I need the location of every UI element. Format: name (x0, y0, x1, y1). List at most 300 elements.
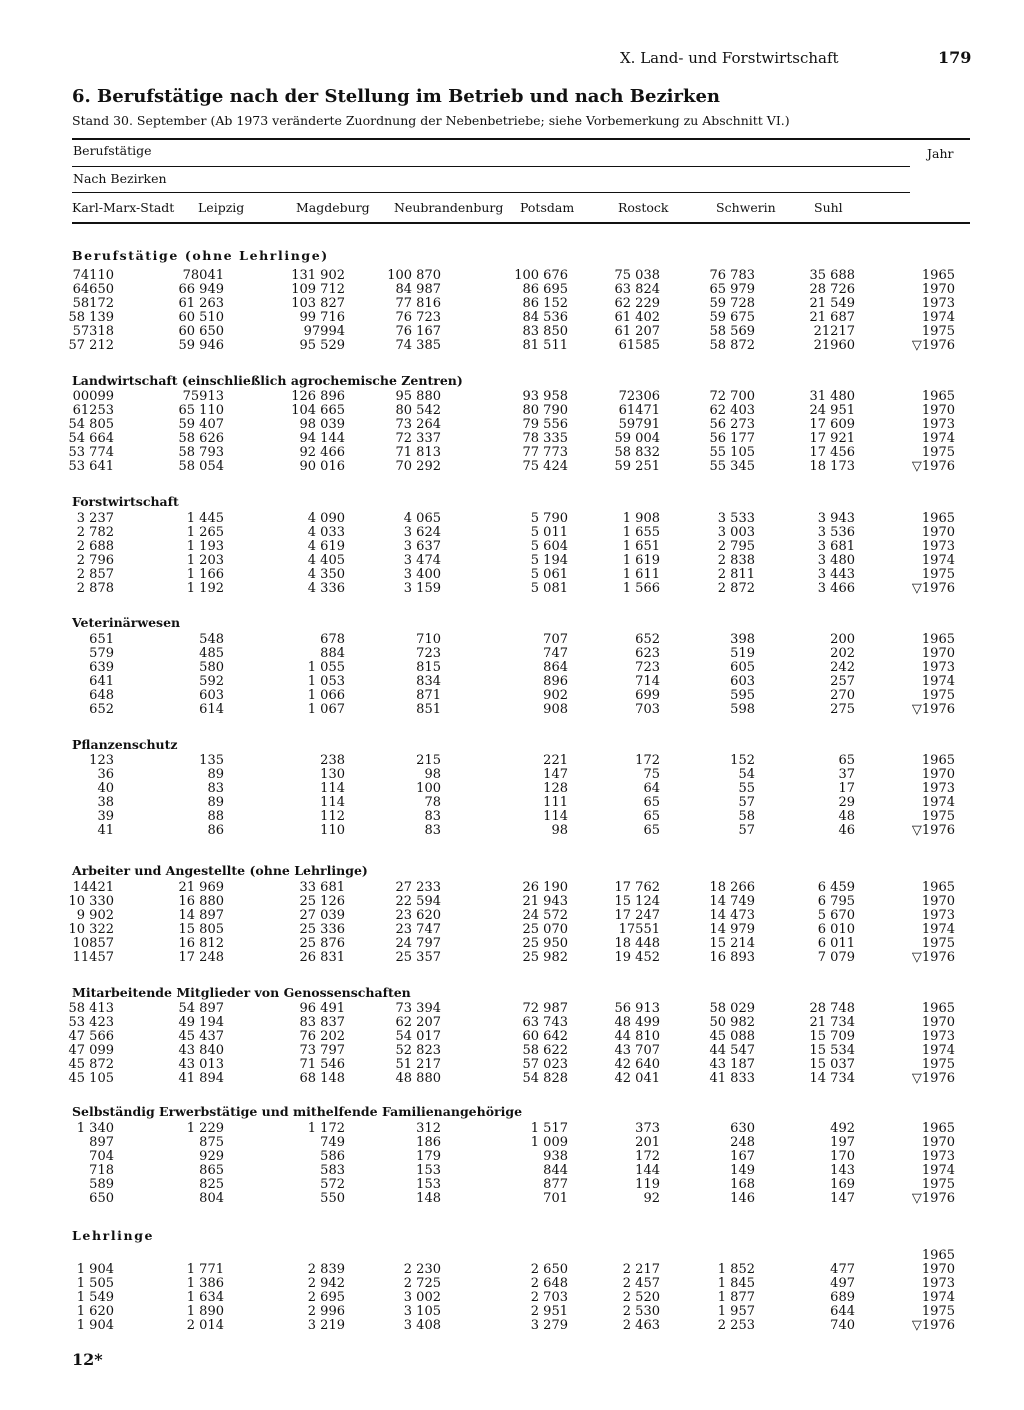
cell-jahr: 1970 (921, 1262, 955, 1277)
cell-schwerin: 14 473 (709, 908, 755, 923)
cell-karl-marx-stadt: 74110 (72, 268, 114, 283)
cell-karl-marx-stadt: 2 857 (76, 567, 114, 582)
cell-magdeburg: 114 (320, 795, 345, 810)
cell-jahr: 1974 (921, 1043, 955, 1058)
table-row (0, 582, 1024, 596)
cell-magdeburg: 586 (320, 1149, 345, 1164)
cell-magdeburg: 73 797 (299, 1043, 345, 1058)
cell-neubrandenburg: 83 (424, 823, 441, 838)
cell-karl-marx-stadt: 58 413 (68, 1001, 114, 1016)
cell-jahr: ▽1976 (911, 459, 955, 474)
section-title: Arbeiter und Angestellte (ohne Lehrlinge) (72, 863, 368, 878)
table-row (0, 675, 1024, 689)
table-row (0, 1192, 1024, 1206)
cell-suhl: 689 (830, 1290, 855, 1305)
cell-magdeburg: 2 942 (307, 1276, 345, 1291)
cell-jahr: 1974 (921, 795, 955, 810)
cell-suhl: 257 (830, 674, 855, 689)
cell-suhl: 200 (830, 632, 855, 647)
cell-neubrandenburg: 871 (416, 688, 441, 703)
cell-neubrandenburg: 179 (416, 1149, 441, 1164)
cell-potsdam: 938 (543, 1149, 568, 1164)
cell-schwerin: 3 003 (717, 525, 755, 540)
cell-magdeburg: 25 126 (299, 894, 345, 909)
cell-magdeburg: 25 876 (299, 936, 345, 951)
cell-jahr: 1975 (921, 1057, 955, 1072)
cell-karl-marx-stadt: 652 (89, 702, 114, 717)
cell-schwerin: 58 569 (709, 324, 755, 339)
cell-neubrandenburg: 27 233 (395, 880, 441, 895)
cell-potsdam: 5 081 (530, 581, 568, 596)
table-row (0, 446, 1024, 460)
cell-rostock: 201 (635, 1135, 660, 1150)
cell-jahr: 1974 (921, 431, 955, 446)
cell-karl-marx-stadt: 40 (97, 781, 114, 796)
cell-karl-marx-stadt: 10 322 (68, 922, 114, 937)
section-title: Landwirtschaft (einschließlich agrochemische Zentren) (72, 373, 463, 388)
cell-neubrandenburg: 25 357 (395, 950, 441, 965)
cell-rostock: 44 810 (614, 1029, 660, 1044)
cell-neubrandenburg: 73 264 (395, 417, 441, 432)
cell-leipzig: 59 407 (178, 417, 224, 432)
cell-potsdam: 81 511 (522, 338, 568, 353)
table-row (0, 460, 1024, 474)
cell-jahr: 1975 (921, 445, 955, 460)
cell-karl-marx-stadt: 1 620 (76, 1304, 114, 1319)
table-row (0, 311, 1024, 325)
cell-leipzig: 58 793 (178, 445, 224, 460)
cell-karl-marx-stadt: 47 099 (68, 1043, 114, 1058)
cell-magdeburg: 1 053 (307, 674, 345, 689)
cell-magdeburg: 4 090 (307, 511, 345, 526)
cell-neubrandenburg: 148 (416, 1191, 441, 1206)
cell-rostock: 623 (635, 646, 660, 661)
cell-schwerin: 59 675 (709, 310, 755, 325)
cell-jahr: 1975 (921, 936, 955, 951)
cell-schwerin: 59 728 (709, 296, 755, 311)
cell-neubrandenburg: 48 880 (395, 1071, 441, 1086)
cell-rostock: 17 762 (614, 880, 660, 895)
header-label-bezirke: Nach Bezirken (73, 171, 167, 186)
cell-magdeburg: 1 067 (307, 702, 345, 717)
cell-potsdam: 78 335 (522, 431, 568, 446)
cell-suhl: 35 688 (809, 268, 855, 283)
table-row (0, 1058, 1024, 1072)
cell-karl-marx-stadt: 9 902 (76, 908, 114, 923)
table-row (0, 810, 1024, 824)
cell-magdeburg: 114 (320, 781, 345, 796)
cell-magdeburg: 749 (320, 1135, 345, 1150)
table-row (0, 1319, 1024, 1333)
cell-rostock: 18 448 (614, 936, 660, 951)
cell-potsdam: 1 009 (530, 1135, 568, 1150)
cell-suhl: 15 709 (809, 1029, 855, 1044)
cell-rostock: 72306 (618, 389, 660, 404)
cell-neubrandenburg: 3 637 (403, 539, 441, 554)
cell-neubrandenburg: 76 167 (395, 324, 441, 339)
cell-karl-marx-stadt: 36 (97, 767, 114, 782)
column-header-magdeburg: Magdeburg (296, 200, 370, 215)
cell-schwerin: 43 187 (709, 1057, 755, 1072)
cell-leipzig: 88 (207, 809, 224, 824)
table-subtitle: Stand 30. September (Ab 1973 veränderte Zuordnung der Nebenbetriebe; siehe Vorbemerkung zu Abschnitt VI.) (72, 113, 790, 128)
cell-neubrandenburg: 215 (416, 753, 441, 768)
cell-jahr: 1965 (921, 1121, 955, 1136)
cell-rostock: 48 499 (614, 1015, 660, 1030)
cell-schwerin: 72 700 (709, 389, 755, 404)
cell-jahr: 1970 (921, 282, 955, 297)
cell-karl-marx-stadt: 1 340 (76, 1121, 114, 1136)
cell-magdeburg: 4 619 (307, 539, 345, 554)
cell-neubrandenburg: 77 816 (395, 296, 441, 311)
cell-neubrandenburg: 78 (424, 795, 441, 810)
table-row (0, 937, 1024, 951)
cell-neubrandenburg: 312 (416, 1121, 441, 1136)
cell-leipzig: 804 (199, 1191, 224, 1206)
cell-karl-marx-stadt: 47 566 (68, 1029, 114, 1044)
cell-magdeburg: 4 350 (307, 567, 345, 582)
cell-jahr: 1973 (921, 660, 955, 675)
cell-karl-marx-stadt: 10857 (72, 936, 114, 951)
cell-schwerin: 598 (730, 702, 755, 717)
cell-suhl: 497 (830, 1276, 855, 1291)
cell-jahr: ▽1976 (911, 1191, 955, 1206)
cell-rostock: 63 824 (614, 282, 660, 297)
table-row (0, 269, 1024, 283)
cell-suhl: 18 173 (809, 459, 855, 474)
cell-schwerin: 2 795 (717, 539, 755, 554)
cell-karl-marx-stadt: 41 (97, 823, 114, 838)
cell-magdeburg: 92 466 (299, 445, 345, 460)
cell-karl-marx-stadt: 897 (89, 1135, 114, 1150)
cell-magdeburg: 90 016 (299, 459, 345, 474)
table-row (0, 390, 1024, 404)
cell-rostock: 42 640 (614, 1057, 660, 1072)
cell-schwerin: 1 852 (717, 1262, 755, 1277)
cell-schwerin: 2 811 (717, 567, 755, 582)
cell-leipzig: 14 897 (178, 908, 224, 923)
cell-leipzig: 17 248 (178, 950, 224, 965)
cell-jahr: 1965 (921, 1248, 955, 1263)
cell-leipzig: 548 (199, 632, 224, 647)
cell-rostock: 703 (635, 702, 660, 717)
cell-magdeburg: 572 (320, 1177, 345, 1192)
table-row (0, 512, 1024, 526)
column-header-potsdam: Potsdam (520, 200, 575, 215)
table-row (0, 824, 1024, 838)
cell-magdeburg: 99 716 (299, 310, 345, 325)
cell-potsdam: 2 951 (530, 1304, 568, 1319)
cell-potsdam: 128 (543, 781, 568, 796)
cell-schwerin: 1 957 (717, 1304, 755, 1319)
cell-schwerin: 603 (730, 674, 755, 689)
table-row (0, 1030, 1024, 1044)
cell-potsdam: 98 (551, 823, 568, 838)
cell-karl-marx-stadt: 641 (89, 674, 114, 689)
cell-potsdam: 701 (543, 1191, 568, 1206)
cell-neubrandenburg: 84 987 (395, 282, 441, 297)
cell-potsdam: 114 (543, 809, 568, 824)
cell-suhl: 28 748 (809, 1001, 855, 1016)
cell-potsdam: 908 (543, 702, 568, 717)
cell-suhl: 7 079 (817, 950, 855, 965)
cell-leipzig: 1 166 (186, 567, 224, 582)
cell-neubrandenburg: 70 292 (395, 459, 441, 474)
cell-magdeburg: 2 839 (307, 1262, 345, 1277)
cell-magdeburg: 112 (320, 809, 345, 824)
cell-karl-marx-stadt: 00099 (72, 389, 114, 404)
cell-neubrandenburg: 153 (416, 1177, 441, 1192)
cell-karl-marx-stadt: 704 (89, 1149, 114, 1164)
cell-neubrandenburg: 52 823 (395, 1043, 441, 1058)
cell-karl-marx-stadt: 651 (89, 632, 114, 647)
table-row (0, 297, 1024, 311)
cell-schwerin: 595 (730, 688, 755, 703)
cell-jahr: 1975 (921, 809, 955, 824)
cell-rostock: 43 707 (614, 1043, 660, 1058)
cell-suhl: 6 795 (817, 894, 855, 909)
cell-potsdam: 3 279 (530, 1318, 568, 1333)
cell-leipzig: 865 (199, 1163, 224, 1178)
cell-neubrandenburg: 834 (416, 674, 441, 689)
cell-magdeburg: 3 219 (307, 1318, 345, 1333)
column-header-rostock: Rostock (618, 200, 669, 215)
cell-leipzig: 43 840 (178, 1043, 224, 1058)
cell-leipzig: 16 812 (178, 936, 224, 951)
cell-neubrandenburg: 83 (424, 809, 441, 824)
column-header-schwerin: Schwerin (716, 200, 776, 215)
cell-jahr: 1973 (921, 908, 955, 923)
cell-potsdam: 844 (543, 1163, 568, 1178)
table-row (0, 796, 1024, 810)
cell-neubrandenburg: 723 (416, 646, 441, 661)
cell-karl-marx-stadt: 1 505 (76, 1276, 114, 1291)
cell-neubrandenburg: 815 (416, 660, 441, 675)
cell-suhl: 3 536 (817, 525, 855, 540)
table-row (0, 1164, 1024, 1178)
cell-neubrandenburg: 51 217 (395, 1057, 441, 1072)
cell-suhl: 48 (838, 809, 855, 824)
cell-jahr: ▽1976 (911, 823, 955, 838)
cell-potsdam: 24 572 (522, 908, 568, 923)
cell-suhl: 6 011 (817, 936, 855, 951)
cell-magdeburg: 1 055 (307, 660, 345, 675)
cell-jahr: 1970 (921, 894, 955, 909)
cell-magdeburg: 71 546 (299, 1057, 345, 1072)
table-row (0, 325, 1024, 339)
table-row (0, 1136, 1024, 1150)
cell-leipzig: 603 (199, 688, 224, 703)
cell-schwerin: 56 273 (709, 417, 755, 432)
cell-rostock: 92 (643, 1191, 660, 1206)
cell-magdeburg: 4 033 (307, 525, 345, 540)
header-rule-mid (72, 166, 910, 167)
cell-leipzig: 58 054 (178, 459, 224, 474)
cell-potsdam: 57 023 (522, 1057, 568, 1072)
section-title: Pflanzenschutz (72, 737, 178, 752)
cell-jahr: 1970 (921, 525, 955, 540)
cell-suhl: 644 (830, 1304, 855, 1319)
table-row (0, 1178, 1024, 1192)
cell-jahr: 1965 (921, 511, 955, 526)
table-row (0, 923, 1024, 937)
cell-suhl: 197 (830, 1135, 855, 1150)
table-row (0, 881, 1024, 895)
cell-karl-marx-stadt: 2 688 (76, 539, 114, 554)
cell-jahr: 1975 (921, 324, 955, 339)
table-row (0, 1305, 1024, 1319)
cell-schwerin: 248 (730, 1135, 755, 1150)
cell-neubrandenburg: 3 474 (403, 553, 441, 568)
table-row (0, 633, 1024, 647)
cell-leipzig: 614 (199, 702, 224, 717)
cell-suhl: 21 687 (809, 310, 855, 325)
cell-neubrandenburg: 3 002 (403, 1290, 441, 1305)
cell-jahr: ▽1976 (911, 581, 955, 596)
cell-neubrandenburg: 4 065 (403, 511, 441, 526)
cell-magdeburg: 33 681 (299, 880, 345, 895)
cell-leipzig: 1 192 (186, 581, 224, 596)
cell-potsdam: 26 190 (522, 880, 568, 895)
cell-neubrandenburg: 710 (416, 632, 441, 647)
cell-neubrandenburg: 851 (416, 702, 441, 717)
table-row (0, 432, 1024, 446)
cell-karl-marx-stadt: 45 105 (68, 1071, 114, 1086)
cell-rostock: 58 832 (614, 445, 660, 460)
cell-suhl: 24 951 (809, 403, 855, 418)
cell-jahr: 1975 (921, 1304, 955, 1319)
cell-schwerin: 605 (730, 660, 755, 675)
cell-karl-marx-stadt: 639 (89, 660, 114, 675)
cell-rostock: 1 566 (622, 581, 660, 596)
cell-schwerin: 16 893 (709, 950, 755, 965)
section-title: Selbständig Erwerbstätige und mithelfende Familienangehörige (72, 1104, 523, 1119)
cell-neubrandenburg: 24 797 (395, 936, 441, 951)
column-header-suhl: Suhl (814, 200, 843, 215)
cell-schwerin: 50 982 (709, 1015, 755, 1030)
cell-suhl: 37 (838, 767, 855, 782)
cell-jahr: 1970 (921, 1135, 955, 1150)
cell-suhl: 3 943 (817, 511, 855, 526)
cell-potsdam: 5 194 (530, 553, 568, 568)
cell-suhl: 17 609 (809, 417, 855, 432)
cell-jahr: ▽1976 (911, 950, 955, 965)
table-row (0, 782, 1024, 796)
cell-rostock: 59 004 (614, 431, 660, 446)
cell-jahr: 1970 (921, 646, 955, 661)
cell-rostock: 56 913 (614, 1001, 660, 1016)
table-row (0, 418, 1024, 432)
cell-rostock: 75 (643, 767, 660, 782)
cell-jahr: 1970 (921, 767, 955, 782)
cell-potsdam: 21 943 (522, 894, 568, 909)
table-row (0, 754, 1024, 768)
cell-karl-marx-stadt: 39 (97, 809, 114, 824)
cell-suhl: 3 443 (817, 567, 855, 582)
table-row (0, 1291, 1024, 1305)
cell-neubrandenburg: 73 394 (395, 1001, 441, 1016)
cell-neubrandenburg: 2 230 (403, 1262, 441, 1277)
cell-potsdam: 864 (543, 660, 568, 675)
cell-jahr: 1974 (921, 674, 955, 689)
cell-magdeburg: 1 172 (307, 1121, 345, 1136)
cell-schwerin: 57 (738, 795, 755, 810)
cell-rostock: 59791 (618, 417, 660, 432)
cell-schwerin: 58 029 (709, 1001, 755, 1016)
cell-suhl: 477 (830, 1262, 855, 1277)
cell-suhl: 17 921 (809, 431, 855, 446)
cell-suhl: 21 734 (809, 1015, 855, 1030)
cell-suhl: 5 670 (817, 908, 855, 923)
cell-rostock: 172 (635, 1149, 660, 1164)
cell-rostock: 1 655 (622, 525, 660, 540)
cell-suhl: 3 466 (817, 581, 855, 596)
cell-schwerin: 146 (730, 1191, 755, 1206)
cell-leipzig: 65 110 (178, 403, 224, 418)
cell-leipzig: 89 (207, 795, 224, 810)
cell-magdeburg: 95 529 (299, 338, 345, 353)
cell-potsdam: 1 517 (530, 1121, 568, 1136)
table-row (0, 1249, 1024, 1263)
cell-rostock: 15 124 (614, 894, 660, 909)
cell-rostock: 75 038 (614, 268, 660, 283)
cell-karl-marx-stadt: 1 904 (76, 1262, 114, 1277)
cell-karl-marx-stadt: 54 805 (68, 417, 114, 432)
cell-leipzig: 1 229 (186, 1121, 224, 1136)
cell-magdeburg: 26 831 (299, 950, 345, 965)
cell-magdeburg: 130 (320, 767, 345, 782)
cell-potsdam: 25 982 (522, 950, 568, 965)
cell-potsdam: 111 (543, 795, 568, 810)
cell-rostock: 119 (635, 1177, 660, 1192)
cell-rostock: 714 (635, 674, 660, 689)
header-rule-bezirke (72, 192, 910, 193)
cell-suhl: 21960 (813, 338, 855, 353)
header-rule-top (72, 138, 970, 140)
cell-rostock: 64 (643, 781, 660, 796)
cell-magdeburg: 550 (320, 1191, 345, 1206)
cell-neubrandenburg: 71 813 (395, 445, 441, 460)
cell-jahr: 1965 (921, 1001, 955, 1016)
cell-potsdam: 221 (543, 753, 568, 768)
cell-karl-marx-stadt: 58172 (72, 296, 114, 311)
cell-schwerin: 15 214 (709, 936, 755, 951)
cell-schwerin: 2 872 (717, 581, 755, 596)
cell-potsdam: 86 152 (522, 296, 568, 311)
table-row (0, 1002, 1024, 1016)
cell-jahr: 1965 (921, 268, 955, 283)
cell-schwerin: 398 (730, 632, 755, 647)
cell-leipzig: 1 386 (186, 1276, 224, 1291)
cell-suhl: 28 726 (809, 282, 855, 297)
cell-rostock: 144 (635, 1163, 660, 1178)
cell-suhl: 169 (830, 1177, 855, 1192)
cell-karl-marx-stadt: 718 (89, 1163, 114, 1178)
cell-potsdam: 63 743 (522, 1015, 568, 1030)
cell-rostock: 65 (643, 809, 660, 824)
cell-potsdam: 80 790 (522, 403, 568, 418)
cell-jahr: 1974 (921, 553, 955, 568)
cell-jahr: ▽1976 (911, 1318, 955, 1333)
table-row (0, 647, 1024, 661)
cell-leipzig: 1 634 (186, 1290, 224, 1305)
cell-suhl: 202 (830, 646, 855, 661)
cell-magdeburg: 126 896 (291, 389, 345, 404)
cell-suhl: 143 (830, 1163, 855, 1178)
cell-suhl: 270 (830, 688, 855, 703)
cell-schwerin: 519 (730, 646, 755, 661)
cell-magdeburg: 96 491 (299, 1001, 345, 1016)
